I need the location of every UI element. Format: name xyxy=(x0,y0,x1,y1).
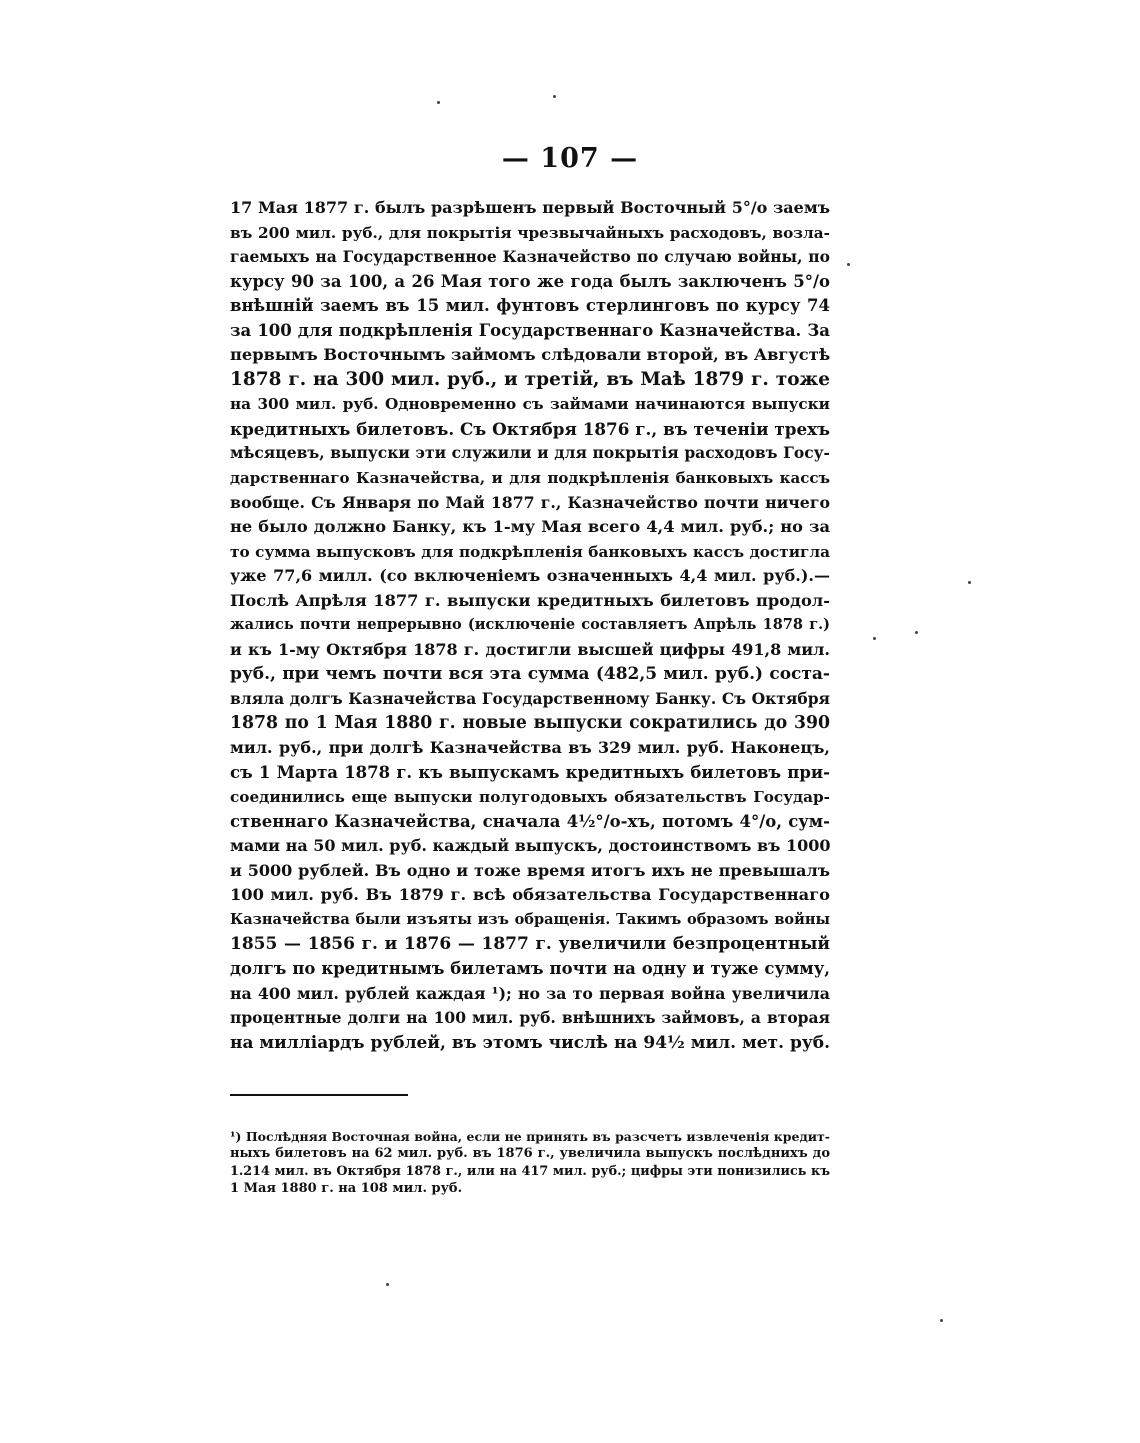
footnote-divider xyxy=(230,1094,408,1096)
scan-speck xyxy=(915,631,918,634)
text-line: мил. руб., при долгѣ Казначейства въ 329 мил. руб. Наконецъ, xyxy=(230,738,830,758)
text-line: на 400 мил. рублей каждая ¹); но за то первая война увеличила xyxy=(230,983,830,1003)
text-line: долгъ по кредитнымъ билетамъ почти на одну и туже сумму, xyxy=(230,958,830,978)
text-line: вляла долгъ Казначейства Государственному Банку. Съ Октября xyxy=(230,688,830,708)
text-line: въ 200 мил. руб., для покрытія чрезвычайныхъ расходовъ, возла- xyxy=(230,223,830,242)
footnote-line: ¹) Послѣдняя Восточная война, если не принять въ разсчетъ извлеченія кредит- xyxy=(230,1129,830,1144)
text-line: гаемыхъ на Государственное Казначейство по случаю войны, по xyxy=(230,247,830,267)
scan-speck xyxy=(940,1319,943,1322)
text-line: жались почти непрерывно (исключеніе составляетъ Апрѣль 1878 г.) xyxy=(230,616,830,634)
scan-speck xyxy=(873,637,876,640)
text-line: Послѣ Апрѣля 1877 г. выпуски кредитныхъ билетовъ продол- xyxy=(230,590,830,610)
page-number: — 107 — xyxy=(501,143,639,174)
text-line: внѣшній заемъ въ 15 мил. фунтовъ стерлинговъ по курсу 74 xyxy=(230,296,830,316)
scan-speck xyxy=(386,1283,389,1286)
text-line: кредитныхъ билетовъ. Съ Октября 1876 г., въ теченіи трехъ xyxy=(230,418,830,439)
text-line: 1878 по 1 Мая 1880 г. новые выпуски сократились до 390 xyxy=(230,713,830,734)
text-line: процентные долги на 100 мил. руб. внѣшнихъ займовъ, а вторая xyxy=(230,1008,830,1028)
text-line: то сумма выпусковъ для подкрѣпленія банковыхъ кассъ достигла xyxy=(230,542,830,561)
footnote xyxy=(230,1128,830,1197)
text-line: 1855 — 1856 г. и 1876 — 1877 г. увеличили безпроцентный xyxy=(230,934,830,955)
footnote-line: ныхъ билетовъ на 62 мил. руб. въ 1876 г., увеличила выпускъ послѣднихъ до xyxy=(230,1146,830,1162)
scan-speck xyxy=(553,95,556,98)
text-line: дарственнаго Казначейства, и для подкрѣпленія банковыхъ кассъ xyxy=(230,469,830,488)
text-line: первымъ Восточнымъ займомъ слѣдовали второй, въ Августѣ xyxy=(230,345,831,365)
text-line: ственнаго Казначейства, сначала 4½°/o-хъ, потомъ 4°/o, сум- xyxy=(230,811,830,831)
text-line: уже 77,6 милл. (со включеніемъ означенныхъ 4,4 мил. руб.).— xyxy=(230,566,830,586)
text-line: 17 Мая 1877 г. былъ разрѣшенъ первый Восточный 5°/o заемъ xyxy=(230,198,830,217)
text-line: курсу 90 за 100, а 26 Мая того же года былъ заключенъ 5°/o xyxy=(230,271,830,291)
text-line: съ 1 Марта 1878 г. къ выпускамъ кредитныхъ билетовъ при- xyxy=(230,762,830,782)
text-line: и 5000 рублей. Въ одно и тоже время итогъ ихъ не превышалъ xyxy=(230,860,830,880)
text-line: вообще. Съ Января по Май 1877 г., Казначейство почти ничего xyxy=(230,492,830,512)
text-line: мѣсяцевъ, выпуски эти служили и для покрытія расходовъ Госу- xyxy=(230,443,830,463)
footnote-line: 1 Мая 1880 г. на 108 мил. руб. xyxy=(230,1180,463,1196)
text-line: соединились еще выпуски полугодовыхъ обязательствъ Государ- xyxy=(230,788,830,807)
scan-speck xyxy=(437,101,440,104)
text-line: и къ 1-му Октября 1878 г. достигли высшей цифры 491,8 мил. xyxy=(230,639,830,659)
text-line: не было должно Банку, къ 1-му Мая всего 4,4 мил. руб.; но за xyxy=(230,517,830,537)
text-line: руб., при чемъ почти вся эта сумма (482,5 мил. руб.) соста- xyxy=(230,664,830,685)
text-line: на 300 мил. руб. Одновременно съ займами начинаются выпуски xyxy=(230,395,830,414)
text-line: 100 мил. руб. Въ 1879 г. всѣ обязательства Государственнаго xyxy=(230,885,830,905)
text-line: 1878 г. на 300 мил. руб., и третій, въ Маѣ 1879 г. тоже xyxy=(230,368,830,390)
body-text xyxy=(230,196,830,1055)
scan-speck xyxy=(968,581,971,584)
footnote-line: 1.214 мил. въ Октября 1878 г., или на 417 мил. руб.; цифры эти понизились къ xyxy=(230,1163,830,1179)
scan-speck xyxy=(847,263,850,266)
text-line: на милліардъ рублей, въ этомъ числѣ на 94½ мил. мет. руб. xyxy=(230,1032,830,1053)
text-line: Казначейства были изъяты изъ обращенія. Такимъ образомъ войны xyxy=(230,910,830,928)
text-line: мами на 50 мил. руб. каждый выпускъ, достоинствомъ въ 1000 xyxy=(230,836,831,856)
text-line: за 100 для подкрѣпленія Государственнаго Казначейства. За xyxy=(230,320,830,340)
